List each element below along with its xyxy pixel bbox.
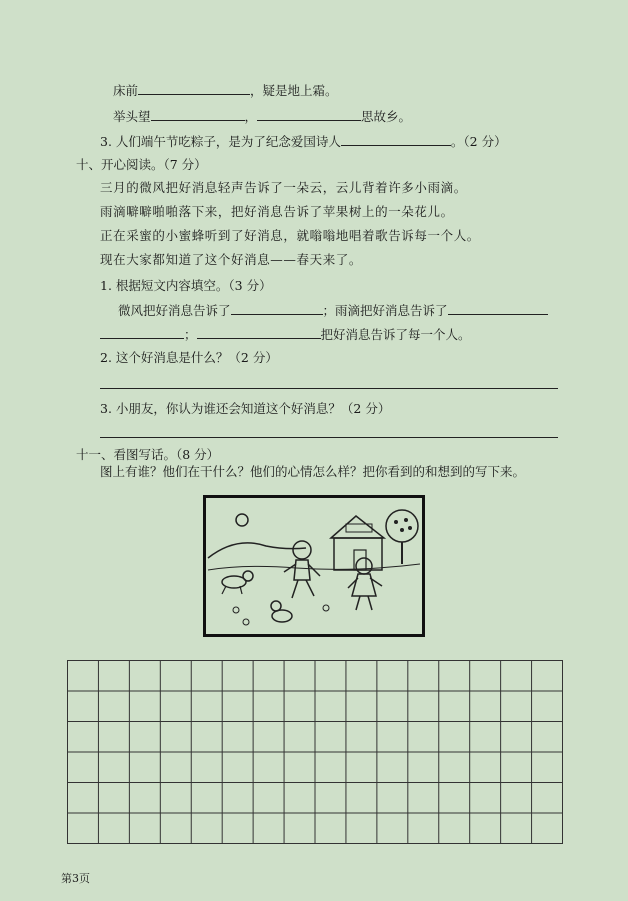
passage-line-3: 正在采蜜的小蜜蜂听到了好消息，就嗡嗡地唱着歌告诉每一个人。 — [100, 228, 480, 243]
question-poet — [100, 133, 507, 150]
poem-blank-3[interactable] — [257, 108, 361, 121]
q1-blank-2[interactable] — [448, 302, 548, 315]
reading-q1-line2 — [100, 326, 471, 343]
answer-line-q2[interactable] — [100, 388, 558, 389]
question-poet-score: 。（2 分） — [450, 134, 507, 149]
poem-line2-end: 思故乡。 — [361, 109, 412, 124]
poem-line-2 — [113, 108, 411, 125]
answer-line-q3[interactable] — [100, 437, 558, 438]
q1-line2-sep: ； — [184, 327, 197, 342]
writing-prompt: 图上有谁？他们在干什么？他们的心情怎么样？把你看到的和想到的写下来。 — [100, 464, 526, 479]
reading-q3: 3. 小朋友，你认为谁还会知道这个好消息？（2 分） — [100, 401, 391, 416]
poem-line2-mid: ， — [244, 109, 258, 124]
poem-line-1 — [113, 82, 338, 99]
poem-line2-start: 举头望 — [113, 109, 151, 124]
q1-line2-end: 把好消息告诉了每一个人。 — [320, 327, 471, 342]
q1-line1-mid: ；雨滴把好消息告诉了 — [322, 303, 448, 318]
section-11-title: 十一、看图写话。（8 分） — [76, 447, 220, 462]
poem-line1-end: ，疑是地上霜。 — [250, 83, 338, 98]
poem-blank-1[interactable] — [138, 82, 250, 95]
q1-blank-3[interactable] — [100, 326, 184, 339]
children-playing-illustration — [203, 495, 425, 637]
q1-line1-start: 微风把好消息告诉了 — [118, 303, 231, 318]
page-number: 第3页 — [61, 872, 90, 885]
writing-grid[interactable] — [67, 660, 563, 844]
q1-blank-4[interactable] — [197, 326, 321, 339]
passage-line-2: 雨滴噼噼啪啪落下来，把好消息告诉了苹果树上的一朵花儿。 — [100, 204, 454, 219]
reading-q1-line1 — [118, 302, 548, 319]
passage-line-1: 三月的微风把好消息轻声告诉了一朵云，云儿背着许多小雨滴。 — [100, 180, 467, 195]
poem-blank-2[interactable] — [151, 108, 245, 121]
passage-line-4: 现在大家都知道了这个好消息——春天来了。 — [100, 252, 363, 267]
picture-icon — [206, 498, 422, 634]
reading-q1: 1. 根据短文内容填空。（3 分） — [100, 278, 272, 293]
poem-line1-start: 床前 — [113, 83, 139, 98]
reading-q2: 2. 这个好消息是什么？（2 分） — [100, 350, 278, 365]
question-poet-text: 3. 人们端午节吃粽子，是为了纪念爱国诗人 — [100, 134, 341, 149]
section-10-title: 十、开心阅读。（7 分） — [76, 157, 207, 172]
grid-lines — [67, 660, 563, 844]
poet-blank[interactable] — [341, 133, 451, 146]
q1-blank-1[interactable] — [231, 302, 323, 315]
